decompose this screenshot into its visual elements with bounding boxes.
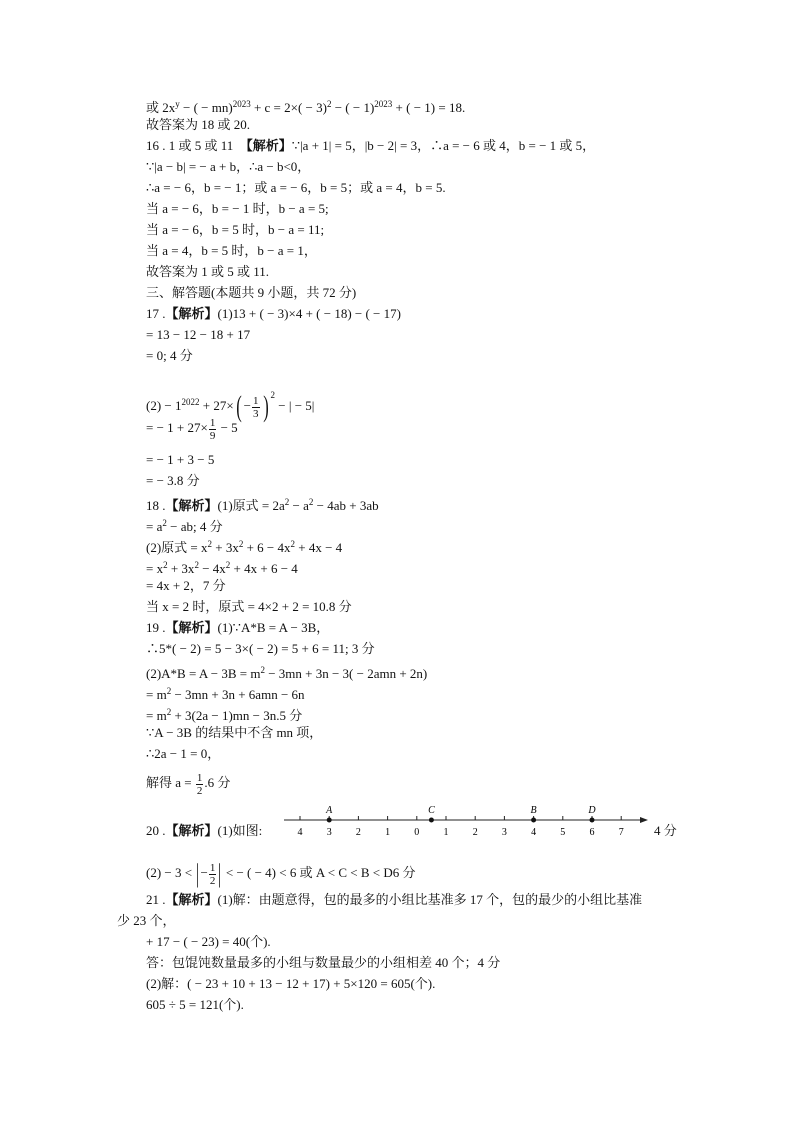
denominator: 9 — [209, 429, 216, 442]
section-heading: 三、解答题(本题共 9 小题，共 72 分) — [146, 285, 357, 300]
superscript: 2 — [308, 497, 314, 507]
superscript: 2 — [162, 518, 167, 528]
question-18-line — [146, 493, 379, 516]
text: (1)如图: — [217, 823, 263, 838]
superscript: 2 — [194, 560, 199, 570]
question-16-line — [146, 137, 595, 156]
formula-line — [146, 661, 427, 683]
text: < − ( − 4) < 6 或 A < C < B < D6 分 — [222, 865, 416, 880]
text: − a — [289, 498, 309, 513]
text-line: (2)解：( − 23 + 10 + 13 − 12 + 17) + 5×120 = 605(个). — [146, 976, 436, 991]
abs-bar-left: | — [196, 859, 200, 889]
analysis-label: 【解析】 — [165, 621, 218, 636]
formula-line — [146, 682, 305, 704]
question-17-line — [146, 305, 401, 324]
question-19-line — [146, 619, 329, 638]
number-line-tick-label: 6 — [589, 827, 595, 838]
text: + c = 2×( − 3) — [250, 100, 327, 115]
text-line: 故答案为 1 或 5 或 11. — [146, 264, 270, 279]
text: + 4x − 4 — [295, 540, 343, 555]
denominator: 2 — [196, 784, 203, 797]
text: + 3x — [212, 540, 239, 555]
text: .6 分 — [204, 775, 231, 790]
question-number: 16 . 1 或 5 或 11 — [146, 138, 247, 153]
superscript: 2 — [166, 686, 172, 696]
text-line: = 0; 4 分 — [146, 348, 193, 363]
formula-line — [146, 858, 416, 888]
numerator: 1 — [209, 416, 216, 429]
text: = m — [146, 687, 167, 702]
number-line-point-b — [531, 818, 536, 823]
score-label: 4 分 — [654, 823, 677, 838]
analysis-label: 【解析】 — [246, 139, 292, 154]
number-line-tick-label: 3 — [501, 827, 507, 838]
text: + 6 − 4x — [243, 540, 291, 555]
superscript: y — [175, 99, 180, 109]
number-line-tick-label: 4 — [531, 827, 537, 838]
number-line-tick-label: 3 — [326, 827, 332, 838]
text: 或 2x — [146, 100, 176, 115]
text-line: 当 a = − 6，b = − 1 时，b − a = 5; — [146, 201, 329, 216]
text: + 4x + 6 − 4 — [230, 561, 298, 576]
text: (2) − 1 — [146, 398, 182, 413]
text: ∵|a + 1| = 5，|b − 2| = 3，∴a = − 6 或 4，b = − 1 或 5， — [291, 138, 596, 153]
text-line: + 17 − ( − 23) = 40(个). — [146, 934, 271, 949]
fraction — [209, 862, 217, 887]
text: − ab; 4 分 — [166, 519, 223, 534]
superscript: 2 — [326, 99, 332, 109]
text: + ( − 1) = 18. — [392, 100, 466, 115]
text-line: = − 1 + 3 − 5 — [146, 452, 215, 467]
formula-line — [146, 535, 342, 557]
question-number: 18 . — [146, 498, 166, 513]
question-number: 19 . — [146, 620, 166, 635]
formula-line — [146, 556, 298, 578]
superscript: 2 — [207, 539, 212, 549]
superscript: 2 — [290, 539, 296, 549]
superscript: 2 — [238, 539, 244, 549]
number-line-tick-label: 1 — [385, 827, 391, 838]
text: − 4x — [198, 561, 226, 576]
text: − | − 5| — [275, 398, 315, 413]
text: − 3mn + 3n + 6amn − 6n — [171, 687, 305, 702]
text-line: 当 a = − 6，b = 5 时，b − a = 11; — [146, 222, 325, 237]
text-line: 答：包馄饨数量最多的小组与数量最少的小组相差 40 个；4 分 — [146, 955, 501, 970]
superscript: 2 — [270, 390, 276, 400]
analysis-label: 【解析】 — [165, 307, 218, 322]
text-line: = 4x + 2，7 分 — [146, 578, 226, 593]
text: (1)∵A*B = A − 3B， — [217, 620, 330, 635]
denominator: 2 — [209, 874, 216, 887]
question-number: 20 . — [146, 823, 166, 838]
number-line-tick-label: 7 — [618, 827, 624, 838]
text: + 27× — [199, 398, 234, 413]
formula-line — [146, 414, 238, 442]
number-line-point-label: C — [428, 805, 435, 816]
text: (1)13 + ( − 3)×4 + ( − 18) − ( − 17) — [217, 306, 401, 321]
fraction — [196, 772, 204, 797]
superscript: 2022 — [181, 397, 200, 407]
text: 解得 a = — [146, 775, 195, 790]
analysis-label: 【解析】 — [165, 824, 218, 839]
text: = − 1 + 27× — [146, 420, 208, 435]
text-line: 当 x = 2 时，原式 = 4×2 + 2 = 10.8 分 — [146, 599, 352, 614]
number-line-point-c — [429, 818, 434, 823]
text: (2)原式 = x — [146, 540, 208, 555]
question-21-line — [146, 891, 642, 910]
superscript: 2023 — [374, 99, 393, 109]
text: − 3mn + 3n − 3( − 2amn + 2n) — [264, 666, 428, 681]
fraction — [252, 395, 260, 420]
number-line-tick-label: 0 — [414, 827, 420, 838]
text: (1)原式 = 2a — [217, 498, 285, 513]
text: (2) − 3 < — [146, 865, 196, 880]
number-line — [280, 800, 652, 846]
analysis-label: 【解析】 — [165, 893, 218, 908]
text-line: ∴5*( − 2) = 5 − 3×( − 2) = 5 + 6 = 11; 3 分 — [146, 641, 375, 656]
text: − ( − mn) — [179, 100, 233, 115]
text: (2)A*B = A − 3B = m — [146, 666, 261, 681]
question-number: 17 . — [146, 306, 166, 321]
text-line: ∴a = − 6，b = − 1；或 a = − 6，b = 5；或 a = 4，b = 5. — [146, 180, 446, 195]
text: (1)解：由题意得，包的最多的小组比基准多 17 个，包的最少的小组比基准 — [217, 892, 643, 907]
number-line-tick-label: 2 — [472, 827, 478, 838]
number-line-arrow — [640, 817, 648, 823]
number-line-point-a — [327, 818, 332, 823]
text-line: 605 ÷ 5 = 121(个). — [146, 997, 244, 1012]
number-line-point-label: B — [530, 805, 537, 816]
text: = m — [146, 708, 167, 723]
analysis-label: 【解析】 — [165, 499, 218, 514]
denominator: 3 — [253, 407, 259, 420]
text: + 3(2a − 1)mn − 3n.5 分 — [171, 708, 303, 723]
superscript: 2 — [163, 560, 168, 570]
numerator: 1 — [196, 771, 203, 784]
formula-line — [146, 703, 302, 725]
text-line: ∵|a − b| = − a + b，∴a − b<0， — [146, 159, 311, 174]
numerator: 1 — [253, 394, 259, 407]
number-line-tick-label: 1 — [443, 827, 449, 838]
text-line — [146, 95, 465, 117]
number-line-tick-label: 5 — [560, 827, 566, 838]
number-line-point-label: A — [326, 805, 333, 816]
text: − 4ab + 3ab — [313, 498, 379, 513]
number-line-point-label: D — [588, 805, 596, 816]
question-20-line — [146, 822, 262, 841]
text: − — [200, 865, 208, 880]
formula-line — [146, 768, 230, 798]
number-line-point-d — [590, 818, 595, 823]
text-line: ∵A − 3B 的结果中不含 mn 项， — [146, 725, 323, 740]
fraction — [209, 417, 217, 442]
formula-line — [146, 514, 223, 536]
text-line: 当 a = 4，b = 5 时，b − a = 1， — [146, 243, 317, 258]
right-paren: ) — [262, 390, 269, 424]
superscript: 2 — [284, 497, 290, 507]
superscript: 2 — [260, 665, 265, 675]
superscript: 2023 — [232, 99, 251, 109]
numerator: 1 — [209, 861, 216, 874]
number-line-tick-label: 4 — [297, 827, 303, 838]
superscript: 2 — [225, 560, 231, 570]
text: − — [243, 398, 252, 413]
left-paren: ( — [235, 390, 242, 424]
text-line: = 13 − 12 − 18 + 17 — [146, 327, 251, 342]
text: = a — [146, 519, 163, 534]
text: − 5 — [217, 420, 238, 435]
question-number: 21 . — [146, 892, 166, 907]
abs-bar-right: | — [218, 859, 222, 889]
text: + 3x — [167, 561, 195, 576]
text: − ( − 1) — [331, 100, 375, 115]
text: = x — [146, 561, 164, 576]
text-line: 故答案为 18 或 20. — [146, 117, 251, 132]
text-line: = − 3.8 分 — [146, 473, 200, 488]
text-line: 少 23 个， — [117, 913, 176, 928]
text-line: ∴2a − 1 = 0， — [146, 746, 221, 761]
number-line-tick-label: 2 — [355, 827, 361, 838]
superscript: 2 — [166, 707, 172, 717]
